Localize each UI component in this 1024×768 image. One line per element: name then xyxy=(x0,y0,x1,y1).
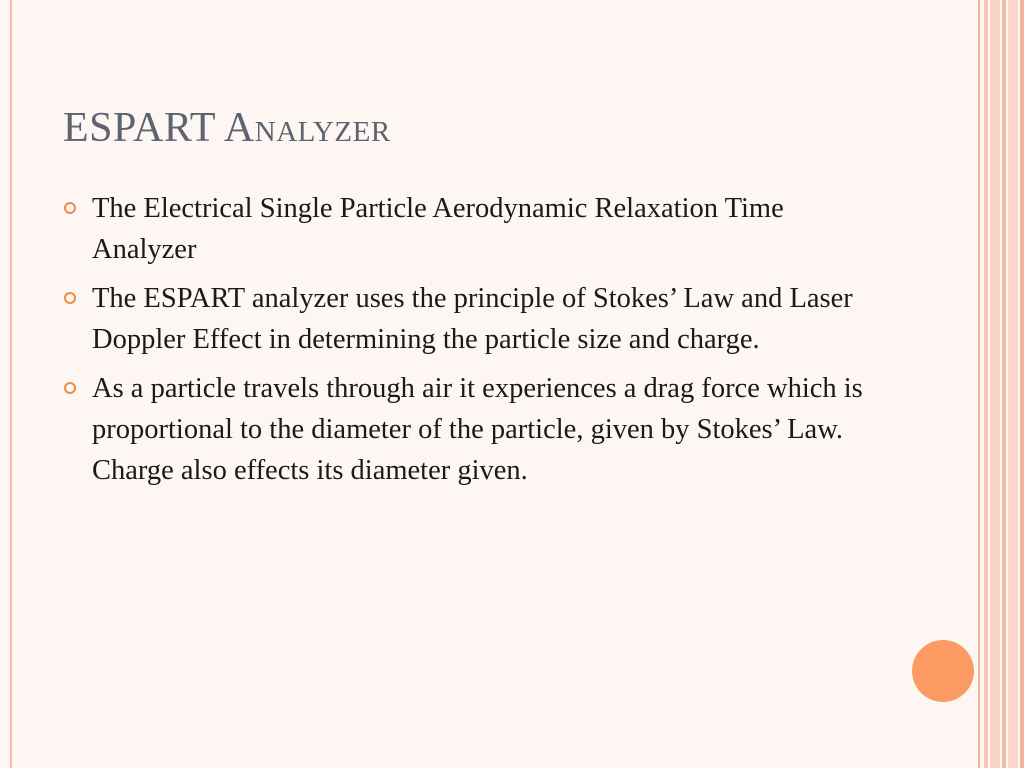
bullet-list xyxy=(62,188,882,499)
left-border-line xyxy=(10,0,12,768)
right-decorative-stripe xyxy=(1008,0,1018,768)
circle-bullet-icon xyxy=(64,202,76,214)
right-decorative-stripe xyxy=(990,0,1000,768)
right-decorative-stripe xyxy=(984,0,988,768)
bullet-item xyxy=(62,368,882,491)
circle-bullet-icon xyxy=(64,292,76,304)
bullet-text: The Electrical Single Particle Aerodynamic Relaxation Time Analyzer xyxy=(92,193,784,265)
right-decorative-stripe xyxy=(978,0,980,768)
right-decorative-stripe xyxy=(1002,0,1006,768)
bullet-item xyxy=(62,188,882,270)
bullet-item xyxy=(62,278,882,360)
right-decorative-stripe xyxy=(1020,0,1024,768)
circle-bullet-icon xyxy=(64,382,76,394)
bullet-text: As a particle travels through air it experiences a drag force which is proportional to the diameter of the particle, given by Stokes’ Law. Charge also effects its diameter given. xyxy=(92,373,863,486)
bullet-text: The ESPART analyzer uses the principle of Stokes’ Law and Laser Doppler Effect in determining the particle size and charge. xyxy=(92,283,853,355)
slide-title: ESPART Analyzer xyxy=(63,105,391,151)
decorative-orb-icon xyxy=(912,640,974,702)
